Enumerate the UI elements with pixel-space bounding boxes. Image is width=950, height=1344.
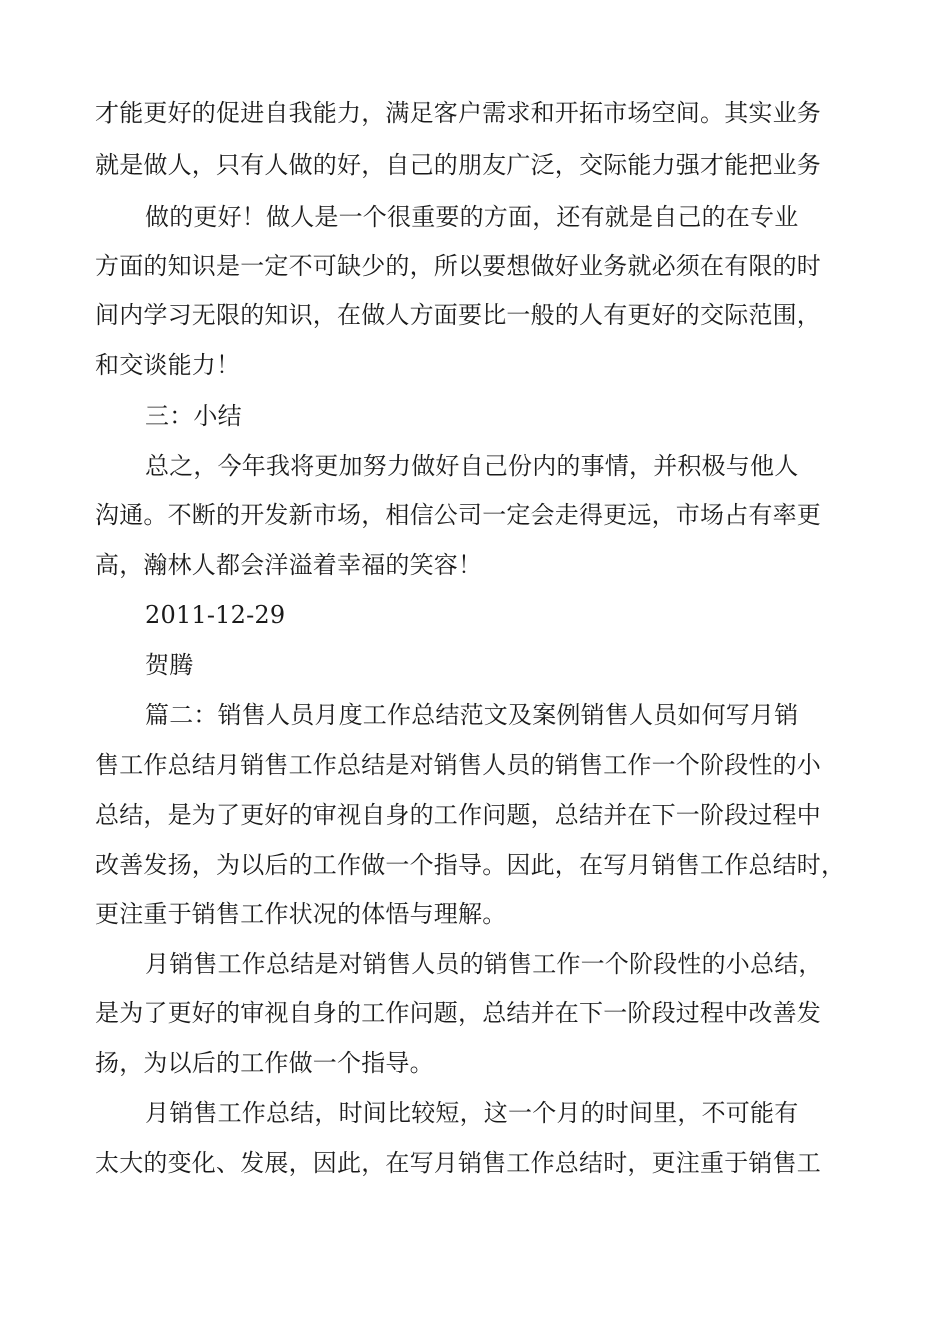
text-line: 总结，是为了更好的审视自身的工作问题，总结并在下一阶段过程中 bbox=[95, 801, 821, 829]
author-line: 贺腾 bbox=[145, 651, 194, 679]
text-line: 做的更好！做人是一个很重要的方面，还有就是自己的在专业 bbox=[145, 203, 799, 231]
text-line: 扬，为以后的工作做一个指导。 bbox=[95, 1049, 434, 1077]
text-line: 就是做人，只有人做的好，自己的朋友广泛，交际能力强才能把业务 bbox=[95, 151, 821, 179]
text-line: 总之，今年我将更加努力做好自己份内的事情，并积极与他人 bbox=[145, 452, 799, 480]
text-line: 和交谈能力！ bbox=[95, 351, 241, 379]
text-line: 方面的知识是一定不可缺少的，所以要想做好业务就必须在有限的时 bbox=[95, 252, 821, 280]
text-line: 太大的变化、发展，因此，在写月销售工作总结时，更注重于销售工 bbox=[95, 1149, 821, 1177]
text-line: 篇二：销售人员月度工作总结范文及案例销售人员如何写月销 bbox=[145, 701, 799, 729]
date-line: 2011-12-29 bbox=[145, 601, 286, 629]
text-line: 改善发扬，为以后的工作做一个指导。因此，在写月销售工作总结时， bbox=[95, 851, 846, 879]
text-line: 高，瀚林人都会洋溢着幸福的笑容！ bbox=[95, 551, 483, 579]
text-line: 月销售工作总结是对销售人员的销售工作一个阶段性的小总结， bbox=[145, 950, 823, 978]
text-line: 是为了更好的审视自身的工作问题，总结并在下一阶段过程中改善发 bbox=[95, 999, 821, 1027]
section-heading: 三：小结 bbox=[145, 402, 242, 430]
text-line: 月销售工作总结，时间比较短，这一个月的时间里，不可能有 bbox=[145, 1099, 799, 1127]
text-line: 才能更好的促进自我能力，满足客户需求和开拓市场空间。其实业务 bbox=[95, 99, 821, 127]
text-line: 沟通。不断的开发新市场，相信公司一定会走得更远，市场占有率更 bbox=[95, 501, 821, 529]
text-line: 售工作总结月销售工作总结是对销售人员的销售工作一个阶段性的小 bbox=[95, 751, 821, 779]
text-line: 更注重于销售工作状况的体悟与理解。 bbox=[95, 900, 507, 928]
text-line: 间内学习无限的知识，在做人方面要比一般的人有更好的交际范围， bbox=[95, 301, 821, 329]
